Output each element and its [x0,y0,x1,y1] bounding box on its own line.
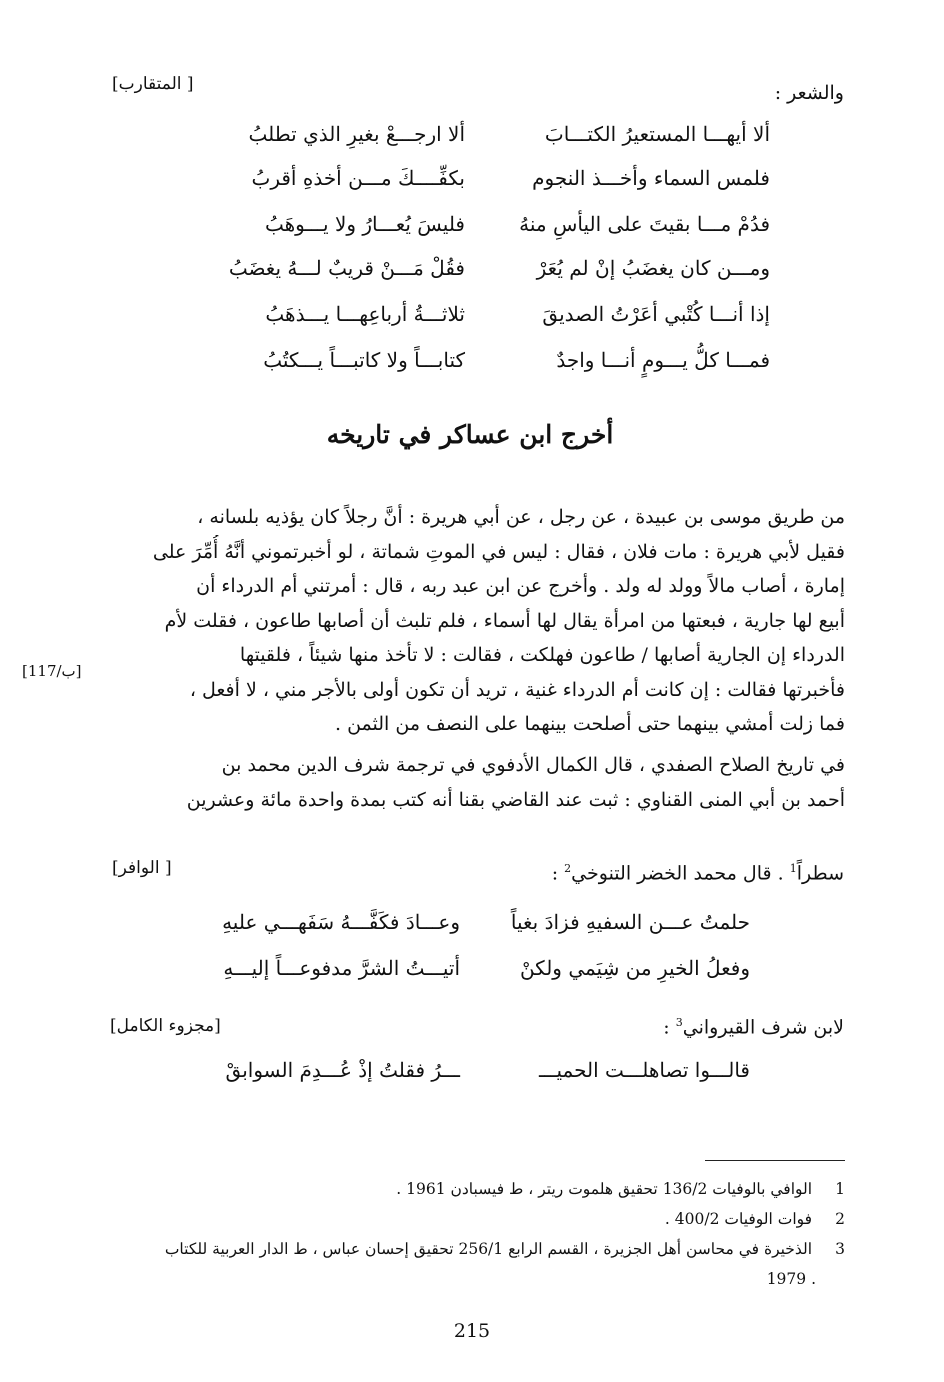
verse-first-hemistich: فدُمْ مـــا بقيتَ على اليأسِ منهُ [519,212,770,236]
footnote [100,1180,845,1198]
verse-second-hemistich: ألا ارجـــعْ بغيرِ الذي تطلبُ [248,122,465,146]
text-line: أحمد بن أبي المنى القناوي : ثبت عند القاضي بقنا أنه كتب بمدة واحدة مائة وعشرين [186,788,845,811]
footnote-separator [705,1160,845,1161]
page-number: 215 [453,1320,491,1342]
verse-line [190,212,770,256]
verse-first-hemistich: فلمس السماء وأخـــذ النجوم [532,166,770,190]
footnote [100,1210,845,1228]
verse-first-hemistich: ألا أيهـــا المستعيرُ الكتـــابَ [544,122,770,146]
meter-label-majzu-kamil: [مجزوء الكامل] [110,1016,221,1036]
verse-first-hemistich: إذا أنـــا كُتْبي أعَرْتُ الصديقَ [542,302,770,326]
verse-line [190,910,770,954]
text-line: الدرداء إن الجارية أصابها / طاعون فهلكت ، فقالت : لا تأخذ منها شيئاً ، فلقيتها [239,644,845,666]
verse-line [190,956,770,1000]
verse-line [190,1058,770,1102]
verse-line [190,122,770,166]
footnote-ref[interactable]: 2 [564,862,572,875]
text-line: في تاريخ الصلاح الصفدي ، قال الكمال الأدفوي في ترجمة شرف الدين محمد بن [221,754,845,776]
verse-second-hemistich: ثلاثـــةُ أرباعِهـــا يـــذهَبُ [265,302,465,326]
footnote-ref[interactable]: 1 [789,862,797,875]
verse-second-hemistich: أتيـــتُ الشرَّ مدفوعـــاً إليـــهِ [223,956,460,980]
verse-second-hemistich: كتابـــاً ولا كاتبـــاً يـــكتُبُ [263,348,465,372]
footnote [100,1240,845,1258]
section-heading: أخرج ابن عساكر في تاريخه [326,420,614,449]
verse-second-hemistich: ـــرُ فقلتُ إذْ عُـــدِمَ السوابقْ [225,1058,460,1082]
verse-first-hemistich: فمـــا كلُّ يـــومٍ أنـــا واجدٌ [556,348,770,372]
verse-line [190,256,770,300]
text-line: فما زلت أمشي بينهما حتى أصلحت بينهما على النصف من الثمن . [334,713,845,735]
text-line: سطراً$^1$ . قال محمد الخضر التنوخي$^2$ : [551,862,844,885]
poetry-intro-label: والشعر : [774,82,844,104]
verse-second-hemistich: فقُلْ مَـــنْ قريبٌ لـــهُ يغضَبُ [228,256,465,280]
verse-first-hemistich: وفعلُ الخيرِ من شِيَمي ولكنْ [519,956,750,980]
verse-second-hemistich: وعـــادَ فكَفَّـــهُ سَفَهـــي عليهِ [222,910,460,934]
verse-first-hemistich: قالـــوا تصاهلـــت الحميـــ [538,1058,750,1082]
prose-paragraph [110,500,845,742]
footnote-number: 1 [835,1180,845,1198]
verse-first-hemistich: ومـــن كان يغضَبُ إنْ لم يُعَرْ [536,256,770,280]
meter-label-mutaqarib: [ المتقارب] [112,74,194,94]
text-line: أبيع لها جارية ، فبعتها من امرأة يقال لها أسماء ، فلم تلبث أن أصابها طاعون ، فقلت لأم [164,609,845,632]
verse-line [190,166,770,210]
manuscript-folio-note: [117/ب] [22,662,82,680]
footnote-text: الذخيرة في محاسن أهل الجزيرة ، القسم الرابع 256/1 تحقيق إحسان عباس ، ط الدار العربية للكتاب [164,1240,813,1258]
verse-line [190,302,770,346]
footnote-text: الوافي بالوفيات 136/2 تحقيق هلموت ريتر ، ط فيسبادن 1961 . [396,1180,813,1198]
footnote-ref[interactable]: 3 [675,1016,683,1029]
prose-paragraph [110,748,845,817]
footnote-continuation: . 1979 [766,1270,816,1288]
verse-line [190,348,770,392]
meter-label-wafir: [ الوافر] [112,858,172,878]
text-line: فأخبرتها فقالت : إن كانت أم الدرداء غنية ، تريد أن تكون أولى بالأجر مني ، لا أفعل ، [189,678,845,701]
verse-second-hemistich: بكفِّــــكَ مـــن أخذهِ أقربُ [251,166,465,190]
footnote-number: 2 [835,1210,845,1228]
poet-attribution: لابن شرف القيرواني$^3$ : [663,1016,844,1039]
verse-second-hemistich: فليسَ يُعـــارُ ولا يـــوهَبُ [264,212,465,236]
text-line: إمارة ، أصاب مالاً وولد له ولد . وأخرج عن ابن عبد ربه ، قال : أمرتني أم الدرداء أن [196,575,845,597]
footnote-number: 3 [835,1240,845,1258]
text-line: فقيل لأبي هريرة : مات فلان ، فقال : ليس في الموتِ شماتة ، لو أخبرتموني أنَّهُ أُمِّرَ على [152,540,845,563]
footnote-text: فوات الوفيات 400/2 . [664,1210,813,1228]
text-line: من طريق موسى بن عبيدة ، عن رجل ، عن أبي هريرة : أنَّ رجلاً كان يؤذيه بلسانه ، [197,506,845,528]
verse-first-hemistich: حلمتُ عـــن السفيهِ فزادَ بغياً [510,910,750,934]
